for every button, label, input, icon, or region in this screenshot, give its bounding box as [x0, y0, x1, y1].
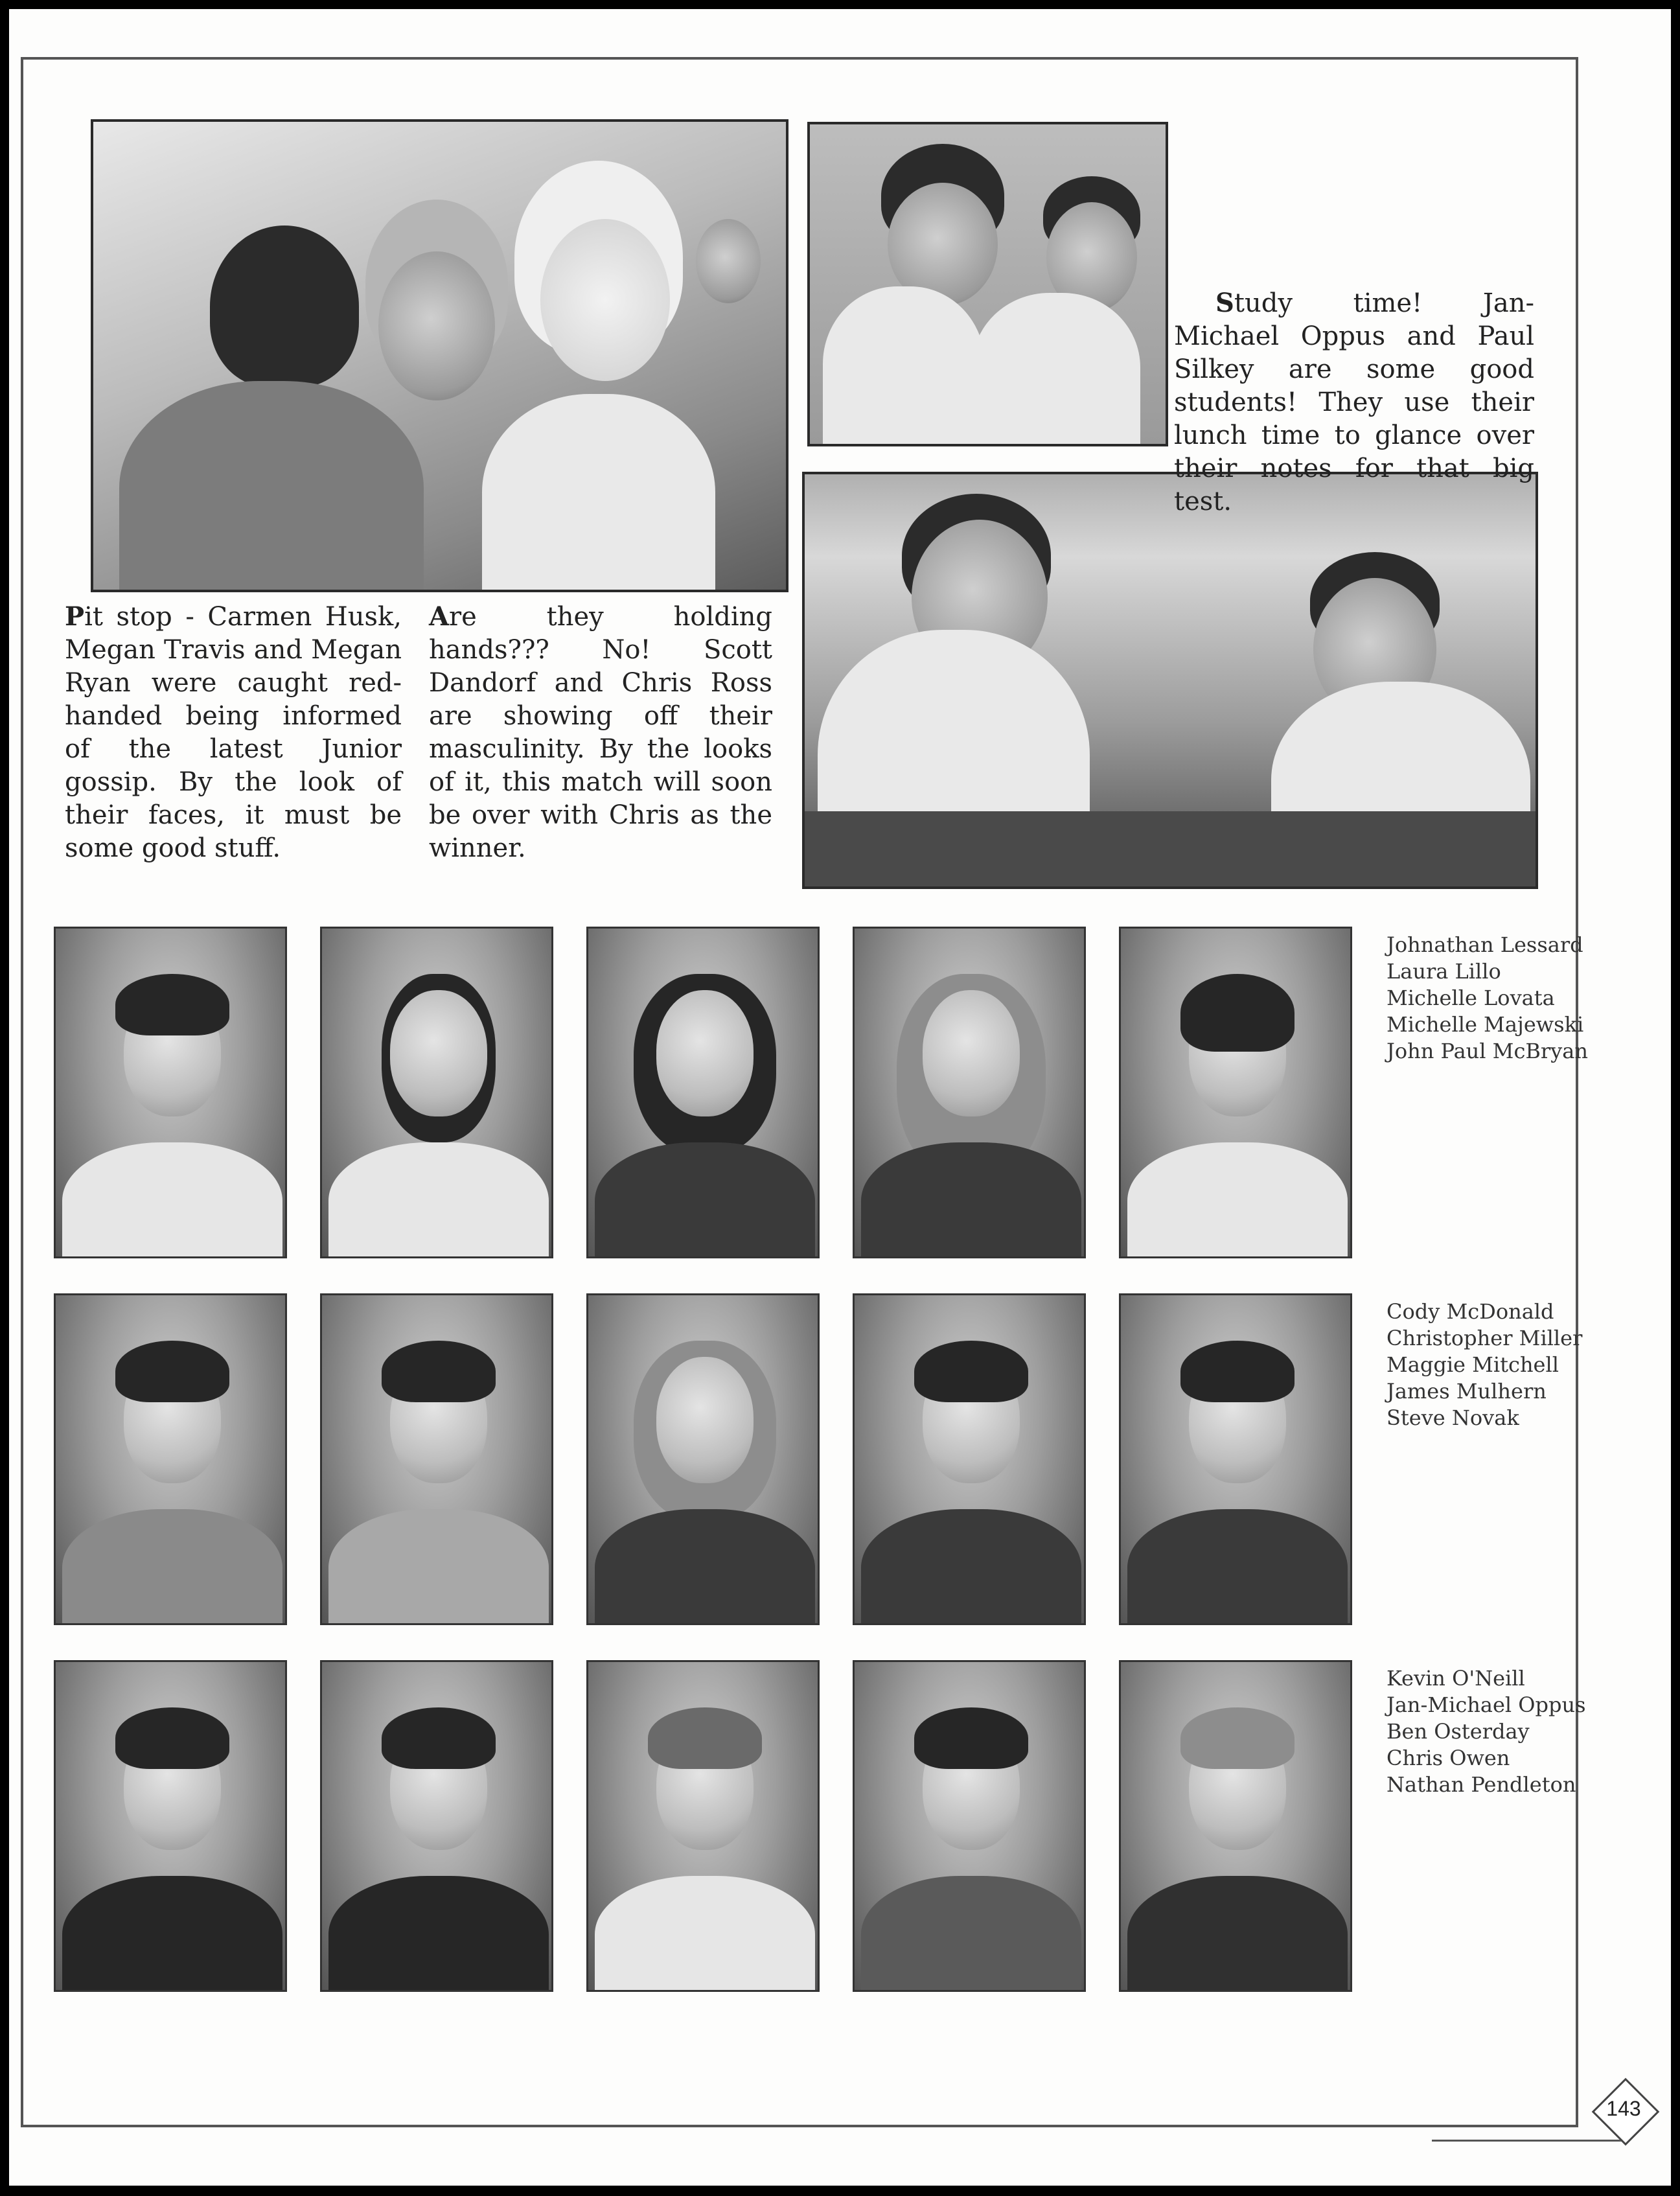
- name-label: Christopher Miller: [1387, 1326, 1583, 1350]
- portrait-michelle-majewski: [853, 927, 1086, 1258]
- name-label: James Mulhern: [1387, 1379, 1547, 1404]
- portrait-chris-owen: [853, 1660, 1086, 1992]
- portrait-johnathan-lessard: [54, 927, 287, 1258]
- name-label: Steve Novak: [1387, 1405, 1519, 1430]
- name-label: John Paul McBryan: [1387, 1039, 1588, 1063]
- name-label: Michelle Majewski: [1387, 1012, 1584, 1037]
- name-label: Maggie Mitchell: [1387, 1352, 1559, 1377]
- portrait-steve-novak: [1119, 1293, 1352, 1625]
- caption-text: it stop - Carmen Husk, Megan Travis and Megan Ryan were caught red-handed being informed of the latest Junior gossip. By the look of their faces, it must be some good stuff.: [65, 602, 402, 863]
- portrait-nathan-pendleton: [1119, 1660, 1352, 1992]
- names-row-3: [1387, 1665, 1586, 1798]
- caption-dropcap: A: [429, 601, 450, 632]
- caption-pit-stop: [65, 600, 402, 865]
- portrait-jan-michael-oppus: [320, 1660, 553, 1992]
- name-label: Kevin O'Neill: [1387, 1666, 1525, 1691]
- photo-arm-wrestling: [802, 472, 1538, 889]
- names-row-2: [1387, 1299, 1582, 1431]
- portrait-james-mulhern: [853, 1293, 1086, 1625]
- caption-dropcap: S: [1215, 288, 1234, 318]
- caption-dropcap: P: [65, 601, 85, 632]
- portrait-laura-lillo: [320, 927, 553, 1258]
- photo-pit-stop: [91, 119, 788, 592]
- name-label: Nathan Pendleton: [1387, 1772, 1576, 1797]
- caption-text: re they holding hands??? No! Scott Dandorf and Chris Ross are showing off their masculinity. By the looks of it, this match will soon be over with Chris as the winner.: [429, 602, 772, 863]
- name-label: Chris Owen: [1387, 1746, 1510, 1770]
- name-label: Cody McDonald: [1387, 1299, 1554, 1324]
- name-label: Laura Lillo: [1387, 959, 1501, 984]
- portrait-kevin-oneill: [54, 1660, 287, 1992]
- name-label: Jan-Michael Oppus: [1387, 1693, 1586, 1717]
- caption-study-time: [1174, 286, 1534, 518]
- page-number-badge: [1593, 2079, 1655, 2141]
- caption-text: tudy time! Jan-Michael Oppus and Paul Silkey are some good students! They use their lunch time to glance over their notes for that big test.: [1174, 288, 1534, 516]
- portrait-maggie-mitchell: [586, 1293, 820, 1625]
- yearbook-page: [9, 9, 1671, 2186]
- portrait-michelle-lovata: [586, 927, 820, 1258]
- name-label: Johnathan Lessard: [1387, 932, 1583, 957]
- name-label: Michelle Lovata: [1387, 986, 1555, 1010]
- photo-study-time: [807, 122, 1168, 446]
- names-row-1: [1387, 932, 1588, 1065]
- name-label: Ben Osterday: [1387, 1719, 1530, 1744]
- caption-holding-hands: [429, 600, 772, 865]
- page-number: 143: [1606, 2097, 1641, 2120]
- portrait-cody-mcdonald: [54, 1293, 287, 1625]
- portrait-ben-osterday: [586, 1660, 820, 1992]
- portrait-christopher-miller: [320, 1293, 553, 1625]
- portrait-john-paul-mcbryan: [1119, 927, 1352, 1258]
